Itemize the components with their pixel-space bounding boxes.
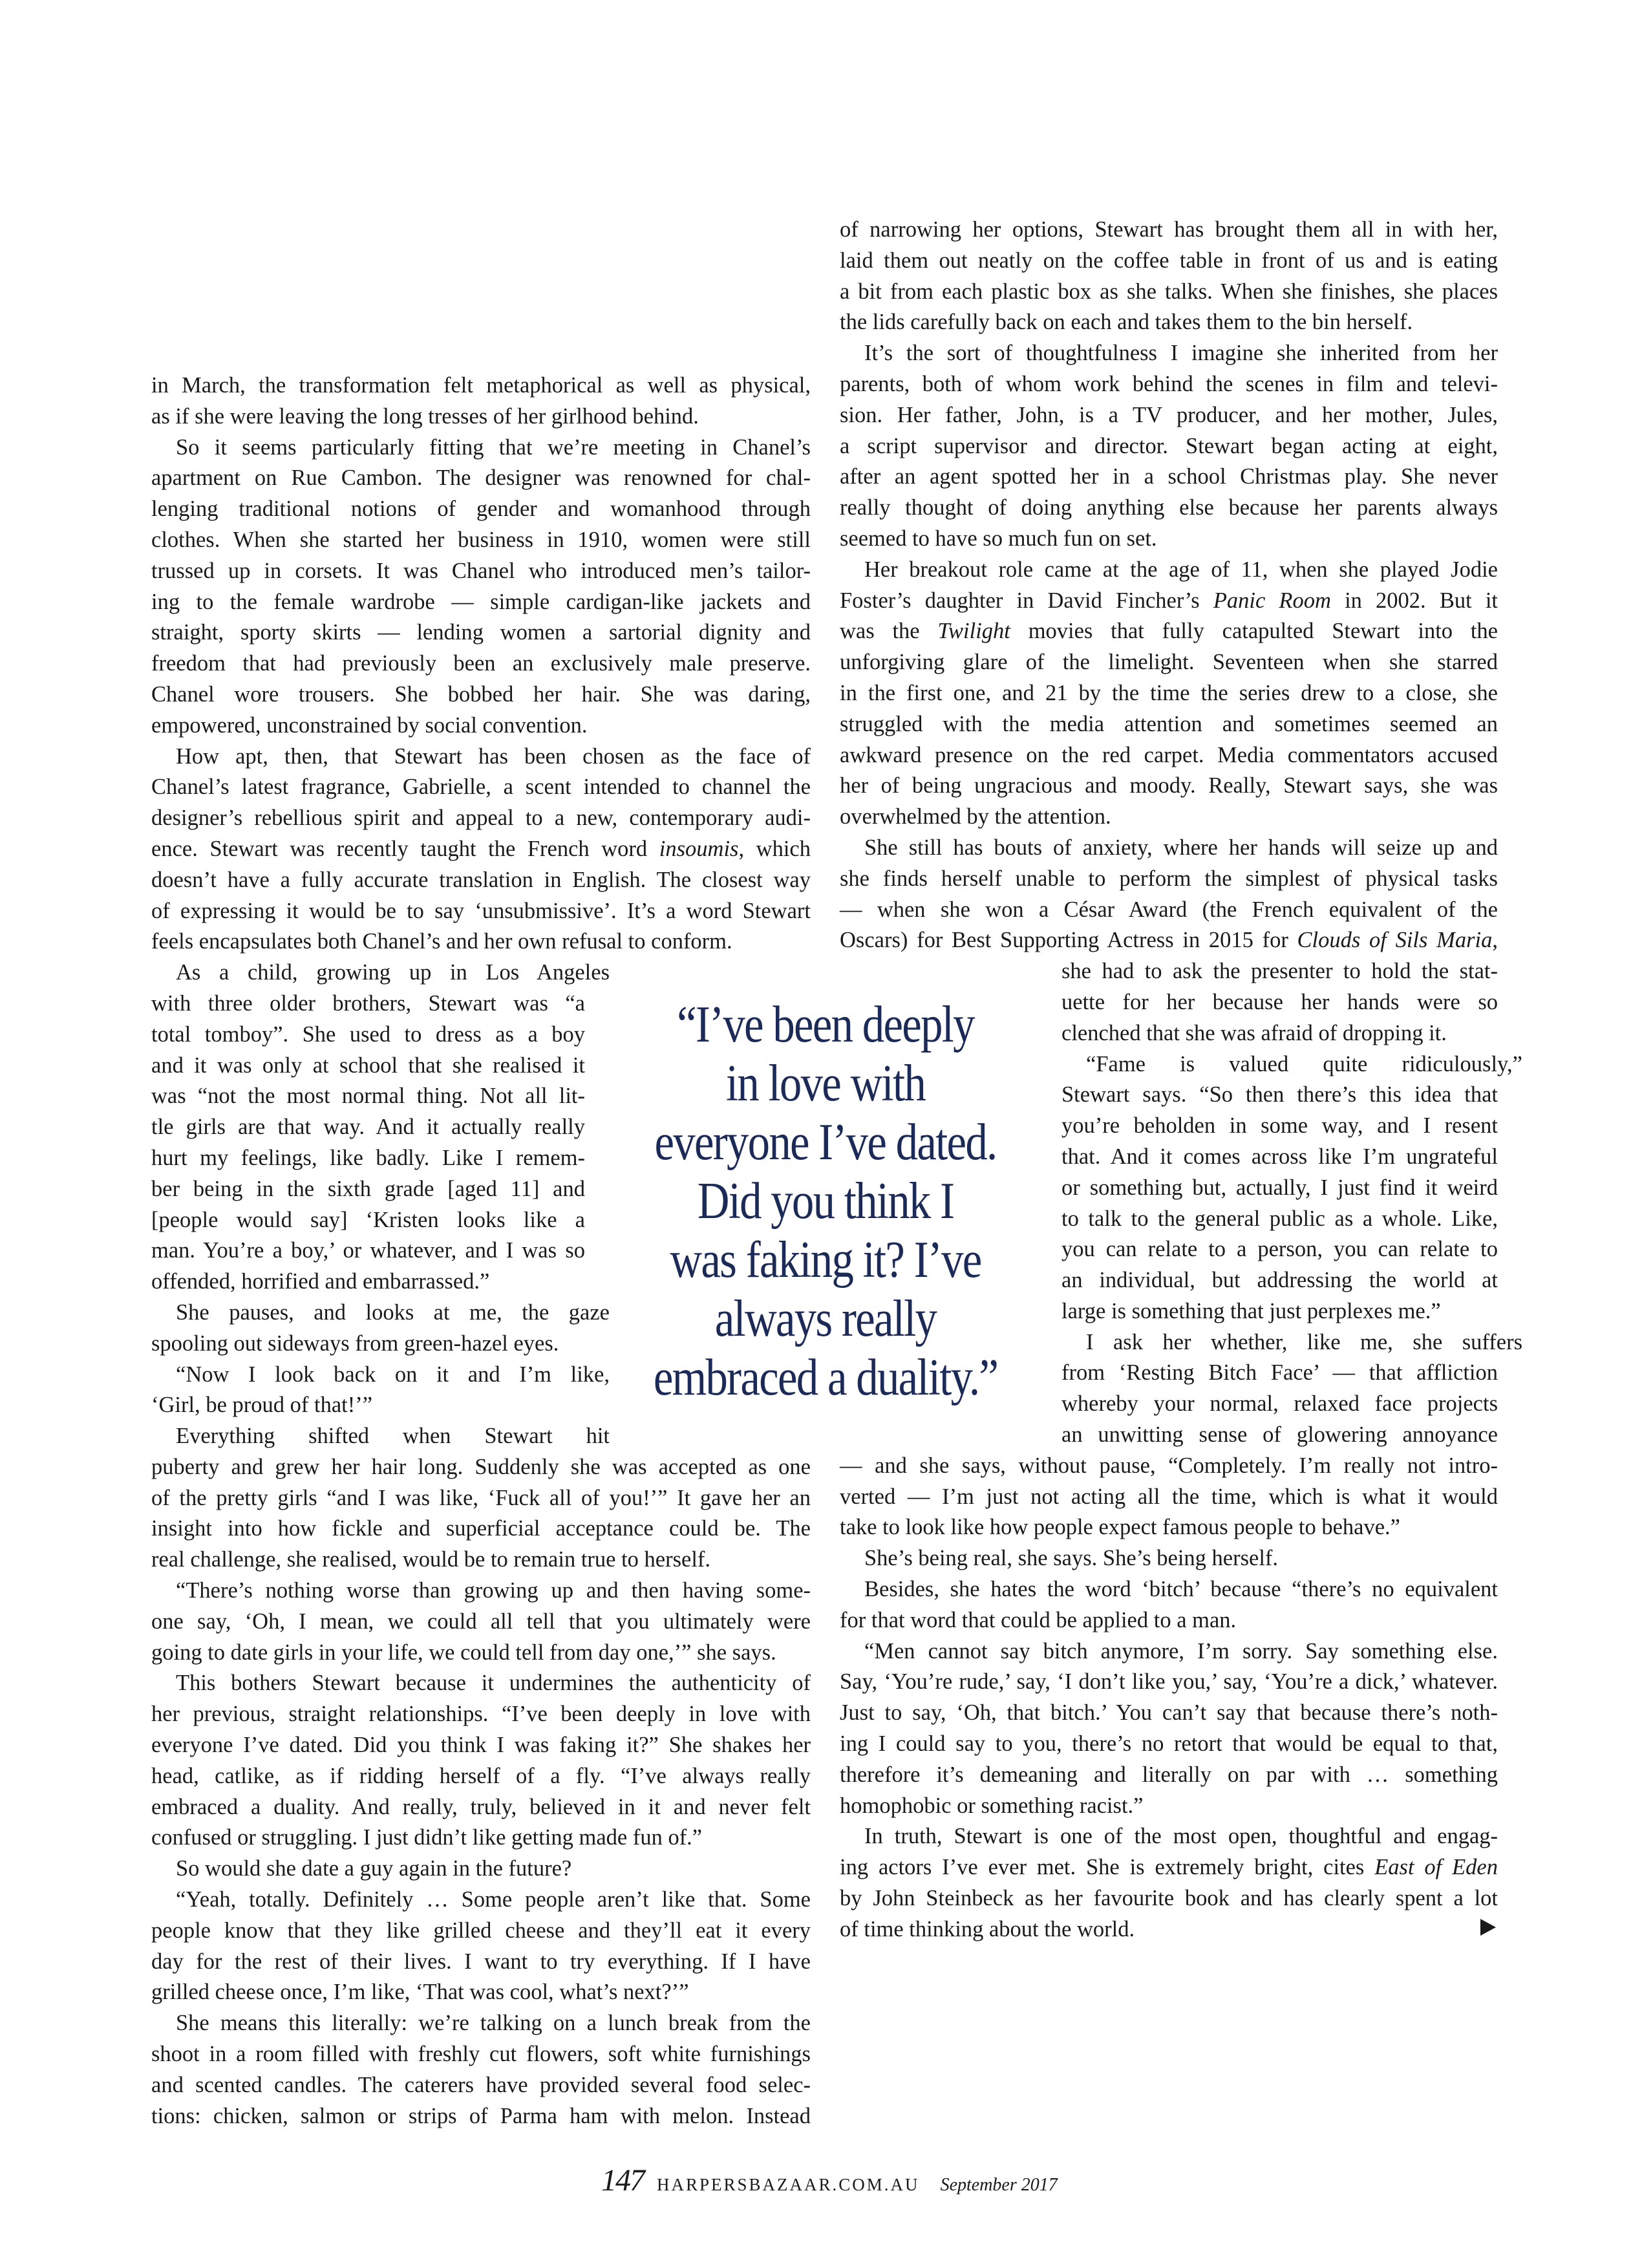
text-line: Chanel wore trousers. She bobbed her hair. She was daring, [151, 681, 811, 707]
text-line: of narrowing her options, Stewart has brought them all in with her, [840, 217, 1498, 242]
text-line: embraced a duality. And really, truly, believed in it and never felt [151, 1794, 811, 1819]
paragraph [151, 433, 811, 742]
text-line: She still has bouts of anxiety, where her hands will seize up and [864, 835, 1498, 860]
text-line: — when she won a César Award (the French equivalent of the [840, 897, 1498, 922]
text-line: overwhelmed by the attention. [840, 804, 1111, 829]
paragraph [840, 215, 1498, 338]
text-line: was “not the most normal thing. Not all lit- [151, 1084, 585, 1109]
text-line: Just to say, ‘Oh, that bitch.’ You can’t say that because there’s noth- [840, 1700, 1498, 1726]
text-line: I ask her whether, like me, she suffers [1086, 1329, 1522, 1354]
text-line: — and she says, without pause, “Completely. I’m really not intro- [840, 1453, 1498, 1478]
text-segment: ence. Stewart was recently taught the French word [151, 836, 659, 861]
text-line: verted — I’m just not acting all the time, which is what it would [840, 1484, 1498, 1509]
text-line: by John Steinbeck as her favourite book and has clearly spent a lot [840, 1886, 1498, 1911]
text-line: spooling out sideways from green-hazel eyes. [151, 1331, 559, 1356]
text-line: or something but, actually, I just find it weird [1061, 1175, 1498, 1200]
text-line: In truth, Stewart is one of the most open, thoughtful and engag- [864, 1824, 1498, 1849]
text-line: whereby your normal, relaxed face projects [1061, 1391, 1498, 1417]
text-line: seemed to have so much fun on set. [840, 526, 1157, 551]
pull-quote-line: embraced a duality.” [653, 1349, 998, 1406]
text-line: lenging traditional notions of gender and womanhood through [151, 497, 811, 522]
paragraph [151, 1576, 811, 1668]
pull-quote-line: everyone I’ve dated. [654, 1114, 997, 1171]
text-line: She’s being real, she says. She’s being herself. [864, 1546, 1279, 1571]
text-line: that. And it comes across like I’m ungrateful [1061, 1144, 1498, 1169]
text-line: Chanel’s latest fragrance, Gabrielle, a scent intended to channel the [151, 775, 811, 800]
text-line: feels encapsulates both Chanel’s and her own refusal to conform. [151, 929, 732, 954]
pull-quote-line: always really [714, 1290, 937, 1347]
text-segment: was the [840, 619, 938, 644]
text-segment: ing actors I’ve ever met. She is extremely bright, cites [840, 1855, 1375, 1880]
text-line: after an agent spotted her in a school Christmas play. She never [840, 464, 1498, 489]
text-line: This bothers Stewart because it undermines the authenticity of [176, 1671, 811, 1696]
paragraph [151, 2008, 811, 2132]
text-line: as if she were leaving the long tresses of her girlhood behind. [151, 403, 699, 429]
pull-quote-line: Did you think I [697, 1173, 954, 1230]
text-line: sion. Her father, John, is a TV producer, and her mother, Jules, [840, 402, 1498, 427]
text-line: you can relate to a person, you can relate to [1061, 1237, 1498, 1262]
text-line: in March, the transformation felt metaphorical as well as physical, [151, 373, 811, 398]
text-line: “Fame is valued quite ridiculously,” [1086, 1051, 1522, 1076]
text-line: total tomboy”. She used to dress as a boy [151, 1022, 585, 1047]
text-line: Say, ‘You’re rude,’ say, ‘I don’t like you,’ say, ‘You’re a dick,’ whatever. [840, 1669, 1498, 1695]
text-line: you’re beholden in some way, and I resent [1061, 1113, 1498, 1139]
paragraph [151, 1854, 811, 1885]
text-segment: Oscars) for Best Supporting Actress in 2015 for [840, 928, 1297, 953]
text-line: from ‘Resting Bitch Face’ — that affliction [1061, 1360, 1498, 1385]
text-line: struggled with the media attention and sometimes seemed an [840, 711, 1498, 736]
paragraph [840, 1821, 1498, 1945]
text-line: She pauses, and looks at me, the gaze [176, 1300, 610, 1325]
text-line: So would she date a guy again in the future? [176, 1856, 572, 1881]
text-line: in the first one, and 21 by the time the series drew to a close, she [840, 680, 1498, 705]
text-line: Her breakout role came at the age of 11, when she played Jodie [864, 557, 1498, 582]
paragraph [840, 1636, 1498, 1822]
text-line: homophobic or something racist.” [840, 1793, 1144, 1818]
text-line: her previous, straight relationships. “I’ve been deeply in love with [151, 1702, 811, 1727]
text-line: As a child, growing up in Los Angeles [176, 960, 610, 985]
text-line: of time thinking about the world. [840, 1916, 1135, 1942]
text-line: she had to ask the presenter to hold the stat- [1061, 959, 1498, 984]
text-line [840, 925, 1498, 956]
pull-quote-line: in love with [725, 1055, 926, 1112]
text-segment: , [1492, 928, 1498, 953]
text-line: awkward presence on the red carpet. Media commentators accused [840, 742, 1498, 767]
paragraph [151, 1421, 811, 1576]
text-line: unforgiving glare of the limelight. Seventeen when she starred [840, 650, 1498, 675]
text-line: trussed up in corsets. It was Chanel who introduced men’s tailor- [151, 558, 811, 583]
text-line: real challenge, she realised, would be to remain true to herself. [151, 1547, 711, 1572]
pull-quote [593, 996, 1058, 1407]
italic-title: Clouds of Sils Maria [1297, 928, 1493, 953]
text-line: [people would say] ‘Kristen looks like a [151, 1207, 585, 1232]
text-line: going to date girls in your life, we could tell from day one,’” she says. [151, 1640, 776, 1665]
text-segment: Foster’s daughter in David Fincher’s [840, 588, 1213, 613]
text-line: an unwitting sense of glowering annoyance [1061, 1422, 1498, 1448]
text-line: laid them out neatly on the coffee table in front of us and is eating [840, 248, 1498, 273]
text-line: doesn’t have a fully accurate translation in English. The closest way [151, 867, 811, 892]
italic-title: Twilight [937, 619, 1010, 644]
paragraph [151, 1885, 811, 2008]
text-line: really thought of doing anything else because her parents always [840, 495, 1498, 520]
text-line: apartment on Rue Cambon. The designer was renowned for chal- [151, 465, 811, 491]
text-segment: , which [738, 836, 811, 861]
text-line: a script supervisor and director. Stewart began acting at eight, [840, 433, 1498, 458]
italic-title: insoumis [659, 836, 739, 861]
paragraph [151, 370, 811, 433]
text-line: clothes. When she started her business in 1910, women were still [151, 527, 811, 552]
text-segment: movies that fully catapulted Stewart into the [1010, 619, 1498, 644]
text-line: confused or struggling. I just didn’t like getting made fun of.” [151, 1825, 703, 1850]
text-line: head, catlike, as if ridding herself of a fly. “I’ve always really [151, 1763, 811, 1788]
paragraph [151, 1668, 811, 1854]
text-line [840, 616, 1498, 647]
text-line: offended, horrified and embarrassed.” [151, 1269, 490, 1294]
text-line: day for the rest of their lives. I want to try everything. If I have [151, 1949, 811, 1974]
text-line: large is something that just perplexes me.” [1061, 1298, 1441, 1323]
text-line: of expressing it would be to say ‘unsubmissive’. It’s a word Stewart [151, 898, 811, 923]
page-number: 147 [601, 2163, 644, 2198]
paragraph [840, 1543, 1498, 1574]
paragraph [151, 742, 811, 958]
text-line: and scented candles. The caterers have provided several food selec- [151, 2072, 811, 2097]
italic-title: East of Eden [1374, 1855, 1498, 1880]
text-line [840, 586, 1498, 617]
text-line: for that word that could be applied to a man. [840, 1607, 1237, 1632]
paragraph [840, 338, 1498, 555]
text-line: empowered, unconstrained by social convention. [151, 712, 588, 738]
text-line: freedom that had previously been an exclusively male preserve. [151, 651, 811, 676]
italic-title: Panic Room [1213, 588, 1331, 613]
text-line: tle girls are that way. And it actually really [151, 1115, 585, 1140]
text-line: Besides, she hates the word ‘bitch’ because “there’s no equivalent [864, 1577, 1498, 1602]
text-line: a bit from each plastic box as she talks. When she finishes, she places [840, 279, 1498, 304]
text-line: “There’s nothing worse than growing up and then having some- [176, 1578, 811, 1603]
text-line: puberty and grew her hair long. Suddenly she was accepted as one [151, 1454, 811, 1479]
continue-triangle-icon [1480, 1919, 1496, 1936]
text-line: So it seems particularly fitting that we’re meeting in Chanel’s [176, 434, 811, 460]
text-line: “Men cannot say bitch anymore, I’m sorry. Say something else. [864, 1638, 1498, 1664]
site-url: HARPERSBAZAAR.COM.AU [657, 2175, 920, 2194]
text-line: take to look like how people expect famous people to behave.” [840, 1515, 1400, 1540]
text-line: with three older brothers, Stewart was “a [151, 990, 585, 1016]
paragraph [840, 1574, 1498, 1636]
text-line: people know that they like grilled cheese and they’ll eat it every [151, 1918, 811, 1943]
text-segment: in 2002. But it [1330, 588, 1498, 613]
text-line: ‘Girl, be proud of that!’” [151, 1393, 373, 1418]
text-line: her of being ungracious and moody. Really, Stewart says, she was [840, 773, 1498, 798]
page-footer [601, 2163, 1058, 2201]
text-line: an individual, but addressing the world at [1061, 1268, 1498, 1293]
text-line: straight, sporty skirts — lending women a sartorial dignity and [151, 620, 811, 645]
text-line: hurt my feelings, like badly. Like I remem- [151, 1145, 585, 1170]
text-line: It’s the sort of thoughtfulness I imagine she inherited from her [864, 341, 1498, 366]
text-line: one say, ‘Oh, I mean, we could all tell that you ultimately were [151, 1609, 811, 1634]
text-line: everyone I’ve dated. Did you think I was faking it?” She shakes her [151, 1733, 811, 1758]
text-line: parents, both of whom work behind the scenes in film and televi- [840, 371, 1498, 396]
text-line: insight into how fickle and superficial acceptance could be. The [151, 1516, 811, 1541]
text-line: and it was only at school that she realised it [151, 1053, 585, 1078]
text-line: Everything shifted when Stewart hit [176, 1424, 610, 1449]
text-line: of the pretty girls “and I was like, ‘Fuck all of you!’” It gave her an [151, 1485, 811, 1510]
text-line: ing I could say to you, there’s no retort that would be equal to that, [840, 1731, 1498, 1757]
text-line: to talk to the general public as a whole. Like, [1061, 1206, 1498, 1231]
text-line: tions: chicken, salmon or strips of Parma ham with melon. Instead [151, 2103, 811, 2128]
text-line: “Now I look back on it and I’m like, [176, 1362, 610, 1387]
text-line: man. You’re a boy,’ or whatever, and I was so [151, 1238, 585, 1263]
text-line [151, 834, 811, 865]
text-line: Stewart says. “So then there’s this idea that [1061, 1082, 1498, 1107]
text-line: shoot in a room filled with freshly cut flowers, soft white furnishings [151, 2042, 811, 2067]
text-line: “Yeah, totally. Definitely … Some people aren’t like that. Some [176, 1887, 811, 1912]
text-line: therefore it’s demeaning and literally on par with … something [840, 1762, 1498, 1787]
text-line: the lids carefully back on each and takes them to the bin herself. [840, 310, 1413, 335]
text-line: ing to the female wardrobe — simple cardigan-like jackets and [151, 589, 811, 614]
text-line: grilled cheese once, I’m like, ‘That was cool, what’s next?’” [151, 1980, 689, 2005]
text-line: She means this literally: we’re talking on a lunch break from the [176, 2011, 811, 2036]
pull-quote-line: “I’ve been deeply [677, 996, 974, 1053]
text-line: uette for her because her hands were so [1061, 989, 1498, 1014]
text-line [840, 1852, 1498, 1883]
text-line: How apt, then, that Stewart has been chosen as the face of [176, 744, 811, 769]
text-line: clenched that she was afraid of dropping it. [1061, 1020, 1447, 1045]
text-line: she finds herself unable to perform the simplest of physical tasks [840, 866, 1498, 891]
issue-date: September 2017 [940, 2175, 1058, 2195]
paragraph [840, 555, 1498, 833]
pull-quote-line: was faking it? I’ve [670, 1232, 981, 1289]
text-line: ber being in the sixth grade [aged 11] and [151, 1176, 585, 1201]
text-line: designer’s rebellious spirit and appeal to a new, contemporary audi- [151, 806, 811, 831]
